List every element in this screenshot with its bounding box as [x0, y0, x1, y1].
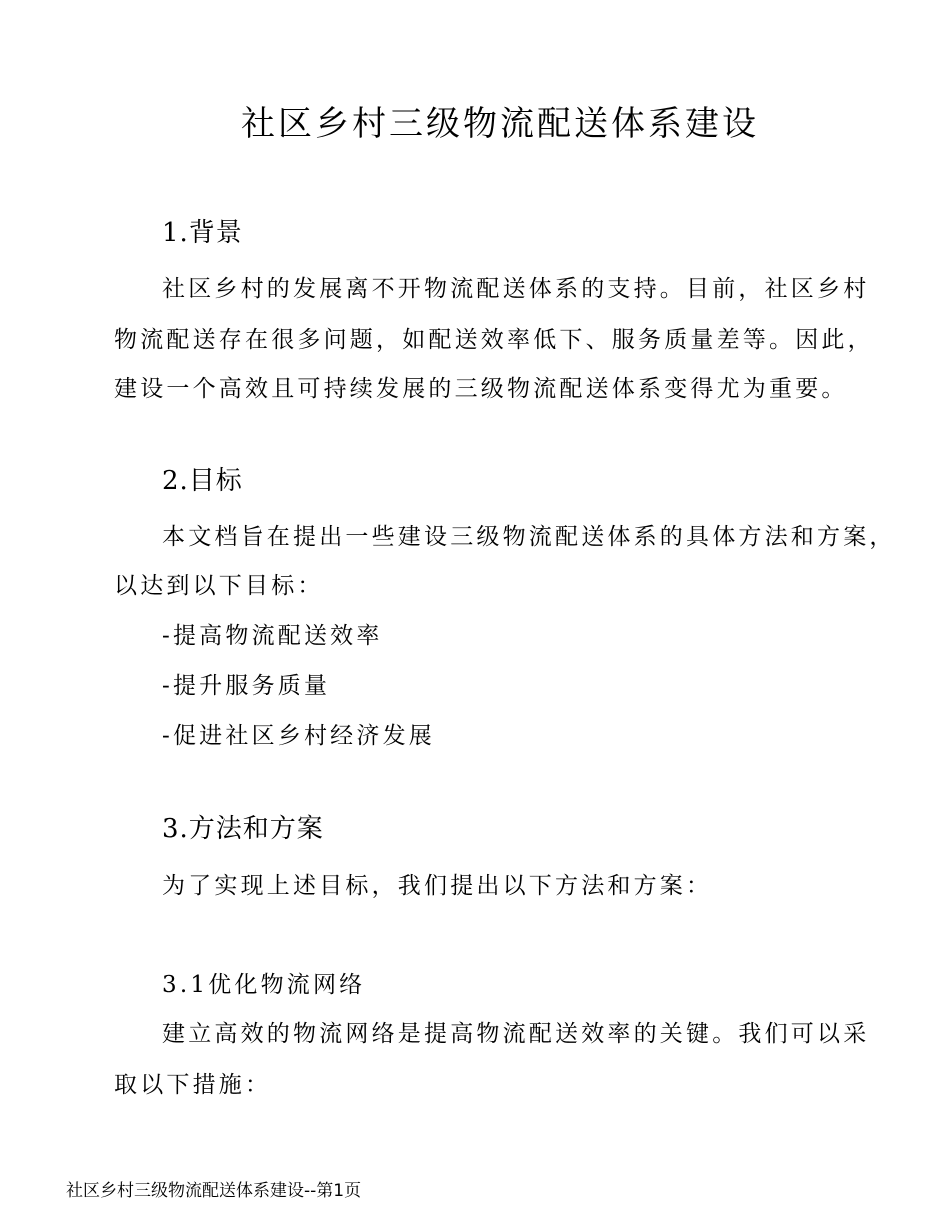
subsection-heading-network: 3.1优化物流网络: [162, 972, 366, 998]
section-heading-background: 1.背景: [162, 218, 243, 248]
paragraph-line: 取以下措施：: [114, 1072, 272, 1098]
paragraph-line: 以达到以下目标：: [114, 573, 324, 599]
bullet-item: -提升服务质量: [162, 673, 331, 699]
section-heading-goals: 2.目标: [162, 466, 243, 496]
paragraph-line: 物流配送存在很多问题，如配送效率低下、服务质量差等。因此，: [114, 327, 874, 353]
paragraph-line: 建立高效的物流网络是提高物流配送效率的关键。我们可以采: [162, 1021, 870, 1047]
paragraph-line: 建设一个高效且可持续发展的三级物流配送体系变得尤为重要。: [114, 376, 848, 402]
bullet-item: -促进社区乡村经济发展: [162, 723, 435, 749]
paragraph-line: 为了实现上述目标，我们提出以下方法和方案：: [162, 873, 713, 899]
section-heading-methods: 3.方法和方案: [162, 814, 324, 844]
document-title: 社区乡村三级物流配送体系建设: [241, 104, 759, 144]
paragraph-line: 本文档旨在提出一些建设三级物流配送体系的具体方法和方案，: [162, 524, 896, 550]
bullet-item: -提高物流配送效率: [162, 623, 383, 649]
page-footer: 社区乡村三级物流配送体系建设--第1页: [66, 1181, 362, 1201]
paragraph-line: 社区乡村的发展离不开物流配送体系的支持。目前，社区乡村: [162, 276, 870, 302]
